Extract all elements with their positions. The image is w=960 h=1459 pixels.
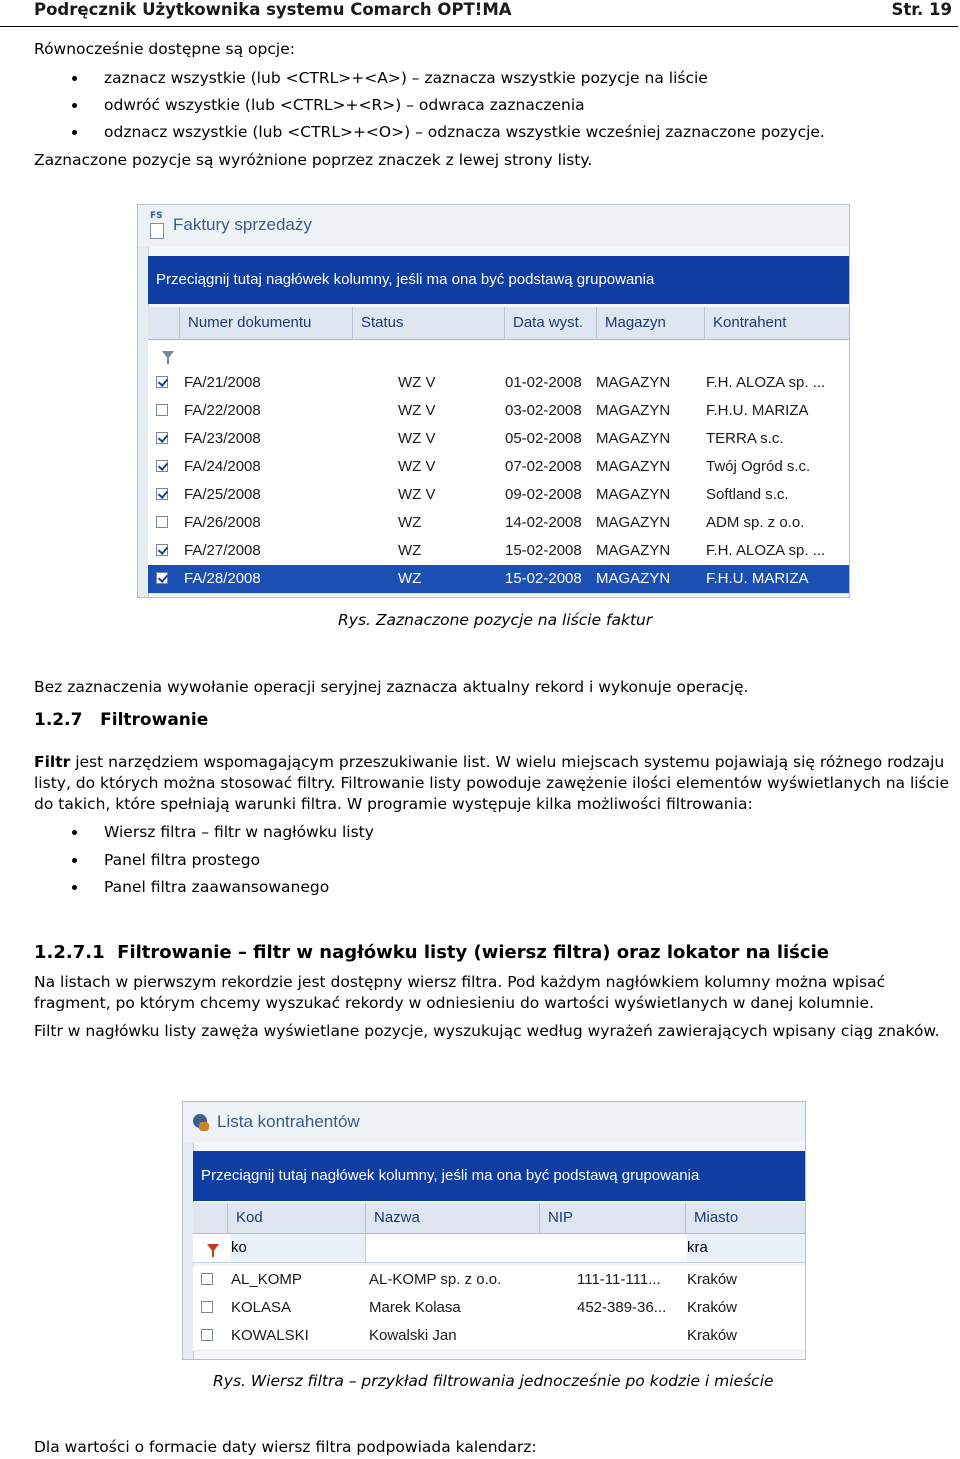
cell-issue-date: 07-02-2008 (505, 458, 582, 475)
cell-status: WZ V (398, 374, 436, 391)
cell-status: WZ (398, 570, 422, 587)
cell-issue-date: 14-02-2008 (505, 514, 582, 531)
row-checkbox[interactable] (201, 1329, 213, 1341)
list-item-text: odznacz wszystkie (lub <CTRL>+<O>) – odznacza wszystkie wcześniej zaznaczone pozycje. (104, 123, 825, 141)
cell-contractor: Softland s.c. (706, 486, 789, 503)
table-row[interactable] (148, 537, 849, 566)
cell-contractor: Twój Ogród s.c. (706, 458, 811, 475)
list-item (34, 67, 956, 89)
filter-term: Filtr (34, 753, 71, 771)
cell-issue-date: 01-02-2008 (505, 374, 582, 391)
table-row[interactable] (148, 481, 849, 510)
section-heading: 1.2.7 Filtrowanie (34, 710, 209, 730)
table-row[interactable] (148, 453, 849, 482)
paragraph-line: fragment, po którym chcemy wyszukać rekordy w odniesieniu do wartości wyświetlanych w danej kolumnie. (34, 994, 875, 1012)
table-row[interactable] (193, 1322, 805, 1351)
cell-issue-date: 09-02-2008 (505, 486, 582, 503)
cell-contractor: F.H.U. MARIZA (706, 402, 809, 419)
list-item-text: Panel filtra prostego (104, 851, 261, 869)
intro-text: Równocześnie dostępne są opcje: (34, 40, 295, 58)
list-item-text: Wiersz filtra – filtr w nagłówku listy (104, 823, 374, 841)
cell-name: Marek Kolasa (369, 1299, 461, 1316)
active-filter-icon[interactable] (207, 1244, 219, 1252)
window-titlebar (183, 1102, 805, 1142)
cell-code: KOLASA (231, 1299, 292, 1316)
contractors-window (182, 1101, 806, 1360)
cell-status: WZ V (398, 402, 436, 419)
document-header-title: Podręcznik Użytkownika systemu Comarch OPT!MA (34, 0, 512, 19)
row-checkbox[interactable] (201, 1301, 213, 1313)
cell-warehouse: MAGAZYN (596, 514, 671, 531)
cell-warehouse: MAGAZYN (596, 374, 671, 391)
cell-city: Kraków (687, 1299, 738, 1316)
filter-paragraph (34, 752, 956, 815)
cell-status: WZ V (398, 430, 436, 447)
filter-row[interactable] (193, 1234, 805, 1263)
bullet-icon (72, 858, 77, 863)
table-row[interactable] (148, 369, 849, 398)
window-titlebar (138, 205, 849, 247)
cell-nip: 111-11-111... (577, 1271, 661, 1288)
column-header-row (148, 307, 849, 340)
filter-row-paragraph (34, 972, 956, 1014)
bullet-icon (72, 76, 77, 81)
paragraph-line: listy, do których można stosować filtry. Filtrowanie listy powoduje zawężenie ilości elementów wyświetlanych na liście (34, 774, 949, 792)
cell-status: WZ (398, 514, 422, 531)
header-divider (0, 26, 958, 27)
filter-input-city[interactable]: kra (687, 1234, 805, 1262)
page-number: Str. 19 (891, 0, 952, 19)
closing-text: Dla wartości o formacie daty wiersz filtra podpowiada kalendarz: (34, 1438, 537, 1456)
table-row[interactable] (193, 1266, 805, 1295)
cell-code: AL_KOMP (231, 1271, 302, 1288)
table-row[interactable] (148, 425, 849, 454)
cell-issue-date: 03-02-2008 (505, 402, 582, 419)
cell-document-number: FA/21/2008 (184, 374, 261, 391)
intro-after-text: Zaznaczone pozycje są wyróżnione poprzez znaczek z lewej strony listy. (34, 151, 593, 169)
window-title: Faktury sprzedaży (173, 215, 312, 234)
cell-warehouse: MAGAZYN (596, 430, 671, 447)
list-item-text: zaznacz wszystkie (lub <CTRL>+<A>) – zaznacza wszystkie pozycje na liście (104, 69, 708, 87)
subsection-heading: 1.2.7.1 Filtrowanie – filtr w nagłówku listy (wiersz filtra) oraz lokator na liście (34, 942, 829, 963)
cell-warehouse: MAGAZYN (596, 570, 671, 587)
cell-document-number: FA/26/2008 (184, 514, 261, 531)
window-title: Lista kontrahentów (217, 1112, 360, 1131)
cell-nip (577, 1322, 683, 1350)
cell-issue-date: 15-02-2008 (505, 570, 582, 587)
column-header-status[interactable]: Status (352, 307, 504, 339)
list-item-text: odwróć wszystkie (lub <CTRL>+<R>) – odwraca zaznaczenia (104, 96, 585, 114)
list-item (34, 876, 956, 898)
column-header-city[interactable]: Miasto (685, 1203, 805, 1233)
row-checkbox[interactable] (156, 404, 168, 416)
cell-contractor: TERRA s.c. (706, 430, 784, 447)
filter-input-code[interactable]: ko (231, 1234, 366, 1262)
row-checkbox[interactable] (201, 1273, 213, 1285)
row-checkbox[interactable] (156, 572, 168, 584)
row-checkbox[interactable] (156, 376, 168, 388)
paragraph-line: Na listach w pierwszym rekordzie jest dostępny wiersz filtra. Pod każdym nagłówkiem kolumny można wpisać (34, 973, 886, 991)
cell-contractor: F.H.U. MARIZA (706, 570, 809, 587)
paragraph-line: jest narzędziem wspomagającym przeszukiwanie list. W wielu miejscach systemu pojawiają się różnego rodzaju (70, 753, 945, 771)
cell-city: Kraków (687, 1327, 738, 1344)
paragraph-line: do takich, które spełniają warunki filtra. W programie występuje kilka możliwości filtrowania: (34, 795, 753, 813)
bullet-icon (72, 885, 77, 890)
table-row[interactable] (193, 1294, 805, 1323)
row-checkbox[interactable] (156, 544, 168, 556)
app-icon: FS (150, 211, 163, 221)
column-header-nip[interactable]: NIP (539, 1203, 685, 1233)
group-by-panel[interactable]: Przeciągnij tutaj nagłówek kolumny, jeśli ma ona być podstawą grupowania (193, 1151, 805, 1201)
cell-document-number: FA/22/2008 (184, 402, 261, 419)
cell-name: AL-KOMP sp. z o.o. (369, 1271, 502, 1288)
cell-document-number: FA/27/2008 (184, 542, 261, 559)
column-header-date[interactable]: Data wyst. (504, 307, 596, 339)
contacts-icon-accent (199, 1122, 209, 1131)
cell-document-number: FA/28/2008 (184, 570, 261, 587)
cell-document-number: FA/25/2008 (184, 486, 261, 503)
cell-issue-date: 15-02-2008 (505, 542, 582, 559)
list-item (34, 821, 956, 843)
list-item (34, 94, 956, 116)
row-checkbox[interactable] (156, 460, 168, 472)
cell-warehouse: MAGAZYN (596, 542, 671, 559)
cell-nip: 452-389-36... (577, 1299, 667, 1316)
column-header-warehouse[interactable]: Magazyn (596, 307, 704, 339)
column-header-number[interactable]: Numer dokumentu (179, 307, 352, 339)
group-by-panel[interactable]: Przeciągnij tutaj nagłówek kolumny, jeśli ma ona być podstawą grupowania (148, 256, 849, 304)
bullet-icon (72, 103, 77, 108)
cell-warehouse: MAGAZYN (596, 486, 671, 503)
list-item (34, 121, 956, 143)
cell-status: WZ (398, 542, 422, 559)
cell-contractor: F.H. ALOZA sp. ... (706, 374, 826, 391)
cell-document-number: FA/24/2008 (184, 458, 261, 475)
filter-narrowing-paragraph: Filtr w nagłówku listy zawęża wyświetlane pozycje, wyszukując według wyrażeń zawierających wpisany ciąg znaków. (34, 1022, 940, 1040)
filter-icon[interactable] (162, 351, 174, 359)
bullet-icon (72, 830, 77, 835)
cell-code: KOWALSKI (231, 1327, 309, 1344)
lead-paragraph: Bez zaznaczenia wywołanie operacji seryjnej zaznacza aktualny rekord i wykonuje operację. (34, 678, 749, 696)
row-checkbox[interactable] (156, 516, 168, 528)
figure-caption: Rys. Wiersz filtra – przykład filtrowania jednocześnie po kodzie i mieście (213, 1372, 774, 1390)
document-icon (150, 223, 164, 239)
cell-name: Kowalski Jan (369, 1327, 457, 1344)
row-checkbox[interactable] (156, 488, 168, 500)
cell-contractor: F.H. ALOZA sp. ... (706, 542, 826, 559)
column-header-name[interactable]: Nazwa (365, 1203, 539, 1233)
cell-issue-date: 05-02-2008 (505, 430, 582, 447)
invoices-window (137, 204, 850, 598)
list-item (34, 849, 956, 871)
cell-document-number: FA/23/2008 (184, 430, 261, 447)
table-row[interactable] (148, 397, 849, 426)
column-header-code[interactable]: Kod (227, 1203, 365, 1233)
row-checkbox[interactable] (156, 432, 168, 444)
filter-row[interactable] (148, 340, 849, 371)
cell-contractor: ADM sp. z o.o. (706, 514, 805, 531)
cell-warehouse: MAGAZYN (596, 458, 671, 475)
table-row[interactable] (148, 565, 849, 594)
column-header-contractor[interactable]: Kontrahent (704, 307, 850, 339)
cell-status: WZ V (398, 458, 436, 475)
cell-warehouse: MAGAZYN (596, 402, 671, 419)
column-header-row (193, 1203, 805, 1234)
cell-city: Kraków (687, 1271, 738, 1288)
bullet-icon (72, 130, 77, 135)
cell-status: WZ V (398, 486, 436, 503)
table-row[interactable] (148, 509, 849, 538)
figure-caption: Rys. Zaznaczone pozycje na liście faktur (338, 611, 653, 629)
list-item-text: Panel filtra zaawansowanego (104, 878, 330, 896)
